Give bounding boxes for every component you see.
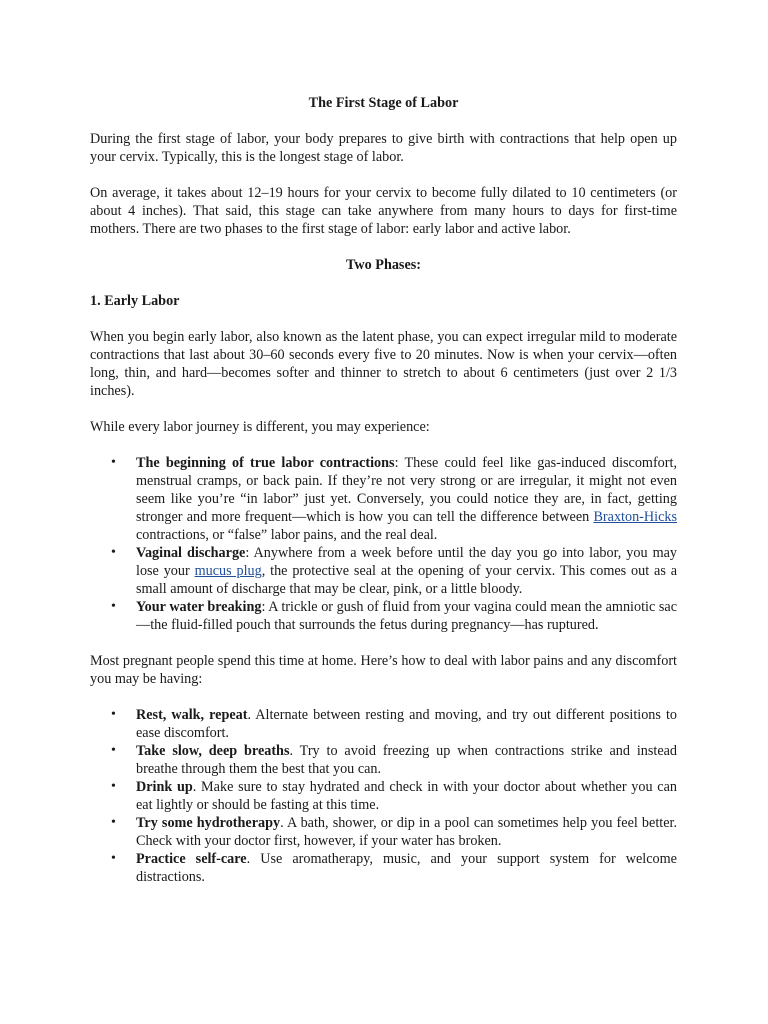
tip-text: . Use aromatherapy, music, and your support system for welcome distractions. — [136, 851, 677, 885]
tip-term: Try some hydrotherapy — [136, 815, 281, 831]
list-item — [136, 454, 677, 544]
symptom-text: , the protective seal at the opening of your cervix. This comes out as a small amount of discharge that may be clear, pink, or a little bloody. — [136, 563, 678, 597]
symptoms-list — [90, 454, 677, 634]
list-item — [136, 850, 677, 886]
tip-term: Drink up — [136, 779, 193, 795]
document-title: The First Stage of Labor — [308, 95, 459, 111]
list-item — [136, 778, 677, 814]
list-item — [136, 742, 677, 778]
tip-text: . Try to avoid freezing up when contractions strike and instead breathe through them the best that you can. — [136, 743, 678, 777]
tip-text: . A bath, shower, or dip in a pool can sometimes help you feel better. Check with your doctor first, however, if your water has broken. — [136, 815, 677, 849]
symptom-term: Vaginal discharge — [136, 545, 246, 561]
symptom-term: Your water breaking — [136, 599, 262, 615]
intro-paragraph-1: During the first stage of labor, your body prepares to give birth with contractions that help open up your cervix. Typically, this is the longest stage of labor. — [90, 131, 677, 165]
tip-text: . Make sure to stay hydrated and check in with your doctor about whether you can eat lightly or should be fasting at this time. — [136, 779, 677, 813]
tip-term: Practice self-care — [136, 851, 247, 867]
braxton-hicks-link[interactable]: Braxton-Hicks — [593, 509, 677, 525]
early-labor-heading: 1. Early Labor — [90, 293, 180, 309]
early-labor-paragraph-2: While every labor journey is different, you may experience: — [90, 419, 430, 435]
early-labor-paragraph-1: When you begin early labor, also known as the latent phase, you can expect irregular mild to moderate contractions that last about 30–60 seconds every five to 20 minutes. Now is when your cervix—often long, thin, and hard—becomes softer and thinner to stretch to about 6 centimeters (just over 2 1/3 inches). — [90, 329, 677, 399]
list-item — [136, 598, 677, 634]
symptom-term: The beginning of true labor contractions — [136, 455, 395, 471]
intro-paragraph-2: On average, it takes about 12–19 hours for your cervix to become fully dilated to 10 centimeters (or about 4 inches). That said, this stage can take anywhere from many hours to days for first-time mothers. There are two phases to the first stage of labor: early labor and active labor. — [90, 185, 677, 237]
mucus-plug-link[interactable]: mucus plug — [194, 563, 262, 579]
home-paragraph: Most pregnant people spend this time at home. Here’s how to deal with labor pains and any discomfort you may be having: — [90, 653, 677, 687]
phases-heading: Two Phases: — [345, 257, 421, 273]
tip-term: Take slow, deep breaths — [136, 743, 290, 759]
list-item — [136, 706, 677, 742]
tips-list — [90, 706, 677, 886]
list-item — [136, 814, 677, 850]
symptom-text: : A trickle or gush of fluid from your vagina could mean the amniotic sac—the fluid-filled pouch that surrounds the fetus during pregnancy—has ruptured. — [136, 599, 677, 633]
symptom-text: contractions, or “false” labor pains, and the real deal. — [136, 527, 438, 543]
tip-text: . Alternate between resting and moving, and try out different positions to ease discomfort. — [136, 707, 677, 741]
symptom-text: : Anywhere from a week before until the day you go into labor, you may lose your — [136, 545, 678, 579]
tip-term: Rest, walk, repeat — [136, 707, 248, 723]
symptom-text: : These could feel like gas-induced discomfort, menstrual cramps, or back pain. If they’re not very strong or are irregular, it might not even seem like you’re “in labor” just yet. Conversely, you could notice they are, in fact, getting stronger and more frequent—which is how you can tell the difference between — [136, 455, 677, 525]
document-page — [90, 94, 677, 904]
list-item — [136, 544, 677, 598]
